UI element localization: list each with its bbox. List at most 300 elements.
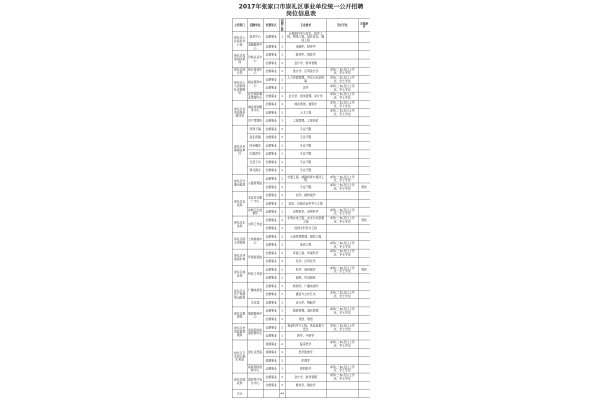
table-row <box>232 43 370 51</box>
type-cell: 全额事业 <box>263 323 279 331</box>
type-cell: 全额事业 <box>263 109 279 117</box>
education-cell <box>326 274 358 282</box>
table-row <box>232 340 370 348</box>
education-cell: 本科(二本)及以上学历，学士学位 <box>326 290 358 298</box>
count-cell: 1 <box>279 332 285 340</box>
education-cell: 本科(二本)及以上学历，学士学位 <box>326 175 358 183</box>
header-count: 招聘人数 <box>280 19 284 32</box>
type-cell: 差额事业 <box>263 348 279 356</box>
major-cell: 工程管理、工程造价 <box>285 117 326 125</box>
unit-cell: 土地储备中心 <box>247 233 263 250</box>
other-cell <box>358 175 370 183</box>
dept-cell: 崇礼区文化广电新闻出版局 <box>232 282 247 307</box>
type-cell: 全额事业 <box>263 233 279 241</box>
other-cell <box>358 92 370 100</box>
type-cell: 全额事业 <box>263 307 279 315</box>
count-cell: 1 <box>279 166 285 174</box>
education-cell <box>326 282 358 290</box>
count-cell: 1 <box>279 257 285 265</box>
major-cell: 旅游管理、酒店管理 <box>285 307 326 315</box>
education-cell <box>326 357 358 365</box>
other-cell <box>358 348 370 356</box>
type-cell: 全额事业 <box>263 150 279 158</box>
table-row <box>232 76 370 84</box>
header-unit: 招聘单位 <box>247 19 263 32</box>
other-cell <box>358 158 370 166</box>
count-cell: 1 <box>279 200 285 208</box>
title-block <box>232 3 370 19</box>
education-cell: 本科(二本)及以上学历，学士学位 <box>326 323 358 331</box>
dept-cell: 崇礼区财政局 <box>232 373 247 390</box>
education-cell: 本科(二本)及以上学历，学士学位 <box>326 76 358 84</box>
total-blank-cell <box>285 390 326 398</box>
count-cell: 1 <box>279 84 285 92</box>
table-row <box>232 100 370 108</box>
major-cell: 给排水科学与工程 <box>285 224 326 232</box>
table-row <box>232 67 370 75</box>
other-cell <box>358 43 370 51</box>
other-cell <box>358 133 370 141</box>
education-cell: 本科(二本)及以上学历，学士学位 <box>326 365 358 373</box>
count-cell: 1 <box>279 233 285 241</box>
major-cell: 动物医学、动物科学 <box>285 208 326 216</box>
dept-cell: 崇礼区农牧局 <box>232 191 247 216</box>
count-cell: 1 <box>279 216 285 224</box>
major-cell: 土地资源管理、测绘工程 <box>285 233 326 241</box>
other-cell <box>358 100 370 108</box>
dept-cell: 崇礼区统计局 <box>233 68 246 75</box>
count-cell: 1 <box>279 191 285 199</box>
major-cell: 护理学 <box>285 357 326 365</box>
dept-cell: 崇礼区卫生和计划生育局 <box>232 340 247 373</box>
count-cell: 1 <box>279 67 285 75</box>
type-cell: 全额事业 <box>263 158 279 166</box>
education-cell <box>326 158 358 166</box>
table-row <box>232 323 370 331</box>
major-cell: 园艺、设施农业科学与工程 <box>285 200 326 208</box>
major-cell: 会计学、财务管理 <box>285 373 326 381</box>
education-cell <box>326 348 358 356</box>
count-cell: 1 <box>279 381 285 389</box>
education-cell <box>326 142 358 150</box>
education-cell: 本科(二本)及以上学历，学士学位 <box>326 100 358 108</box>
major-cell: 林学、森林保护 <box>285 266 326 274</box>
type-cell: 全额事业 <box>263 224 279 232</box>
dept-cell: 崇礼区国土资源局 <box>232 233 247 250</box>
major-cell: 预防医学 <box>285 365 326 373</box>
count-cell: 1 <box>279 299 285 307</box>
type-cell: 全额事业 <box>263 191 279 199</box>
table-row <box>232 51 370 59</box>
unit-cell: 就业服务中心 <box>247 76 263 93</box>
type-cell: 全额事业 <box>263 216 279 224</box>
type-cell: 全额事业 <box>263 166 279 174</box>
total-blank-cell <box>263 390 279 398</box>
unit-cell: 红旗营乡 <box>247 150 263 158</box>
education-cell <box>326 133 358 141</box>
major-cell: 专业不限 <box>285 142 326 150</box>
education-cell <box>326 59 358 67</box>
unit-cell: 食品药品检验检测中心 <box>247 323 263 340</box>
count-cell: 1 <box>279 175 285 183</box>
count-cell: 1 <box>279 142 285 150</box>
type-cell: 全额事业 <box>263 315 279 323</box>
major-cell: 统计学、应用统计学 <box>285 67 326 75</box>
education-cell <box>326 32 358 43</box>
major-cell: 临床医学 <box>285 340 326 348</box>
count-cell: 1 <box>279 43 285 51</box>
major-cell: 经济学、财政学 <box>285 51 326 59</box>
education-cell: 本科(二本)及以上学历，学士学位 <box>326 183 358 191</box>
other-cell <box>358 290 370 298</box>
count-cell: 1 <box>279 357 285 365</box>
count-cell: 1 <box>279 150 285 158</box>
count-cell: 1 <box>279 315 285 323</box>
table-row <box>232 92 370 100</box>
type-cell: 全额事业 <box>263 59 279 67</box>
other-cell <box>358 357 370 365</box>
table-row <box>232 133 370 141</box>
count-cell: 1 <box>279 109 285 117</box>
type-cell: 全额事业 <box>263 299 279 307</box>
major-cell: 音乐学、舞蹈学 <box>285 299 326 307</box>
table-row <box>232 117 370 125</box>
other-cell <box>358 67 370 75</box>
type-cell: 全额事业 <box>263 200 279 208</box>
major-cell: 医学影像学 <box>285 348 326 356</box>
other-cell <box>358 315 370 323</box>
count-cell: 1 <box>279 348 285 356</box>
table-row <box>232 208 370 216</box>
type-cell: 全额事业 <box>263 100 279 108</box>
table-row <box>232 125 370 133</box>
major-cell: 计算机科学与技术、软件工程、网络工程、信息安全、通信工程 <box>285 32 326 43</box>
count-cell: 1 <box>279 133 285 141</box>
count-cell: 1 <box>279 266 285 274</box>
table-row <box>232 166 370 174</box>
major-cell: 地质工程 <box>285 241 326 249</box>
count-cell: 1 <box>279 282 285 290</box>
major-cell: 专业不限 <box>285 158 326 166</box>
type-cell: 全额事业 <box>263 373 279 381</box>
count-cell: 1 <box>279 100 285 108</box>
other-cell <box>358 208 370 216</box>
education-cell: 本科(二本)及以上学历，学士学位 <box>326 67 358 75</box>
education-cell <box>326 150 358 158</box>
unit-cell: 信息中心 <box>247 32 263 43</box>
education-cell: 本科(二本)及以上学历，学士学位 <box>326 109 358 117</box>
type-cell: 全额事业 <box>263 84 279 92</box>
type-cell: 全额事业 <box>263 133 279 141</box>
major-cell: 土木工程 <box>285 109 326 117</box>
other-cell <box>358 307 370 315</box>
count-cell: 1 <box>279 365 285 373</box>
type-cell: 全额事业 <box>263 142 279 150</box>
education-cell <box>326 200 358 208</box>
table-body <box>232 32 370 390</box>
table-row <box>232 32 370 43</box>
document-page <box>232 3 370 398</box>
major-cell: 播音与主持艺术 <box>285 290 326 298</box>
other-cell: 男性 <box>358 183 370 191</box>
other-cell <box>358 323 370 331</box>
type-cell: 全额事业 <box>263 290 279 298</box>
total-blank-cell <box>326 390 358 398</box>
unit-cell: 四台嘴乡 <box>247 142 263 150</box>
major-cell: 新闻学、广播电视学 <box>285 282 326 290</box>
other-cell <box>358 340 370 348</box>
dept-cell: 崇礼区交通运输局 <box>232 175 247 192</box>
header-education: 学历学位 <box>326 19 358 32</box>
header-row <box>232 19 370 32</box>
major-cell: 专业不限 <box>285 166 326 174</box>
count-cell: 1 <box>279 117 285 125</box>
other-cell <box>358 142 370 150</box>
count-cell: 2 <box>279 340 285 348</box>
table-row <box>232 142 370 150</box>
other-cell <box>358 282 370 290</box>
count-cell: 1 <box>279 307 285 315</box>
unit-cell: 广播电视台 <box>247 282 263 299</box>
type-cell: 全额事业 <box>263 76 279 84</box>
education-cell <box>326 51 358 59</box>
count-cell: 1 <box>279 290 285 298</box>
major-cell: 化学、应用化学 <box>285 257 326 265</box>
dept-cell: 崇礼区旅游局 <box>232 307 247 324</box>
major-cell: 英语、俄语 <box>285 315 326 323</box>
education-cell <box>326 233 358 241</box>
type-cell: 全额事业 <box>263 125 279 133</box>
type-cell: 全额事业 <box>263 51 279 59</box>
type-cell: 全额事业 <box>263 117 279 125</box>
other-cell <box>358 365 370 373</box>
other-cell <box>358 373 370 381</box>
major-cell: 专业不限 <box>285 133 326 141</box>
education-cell: 本科(二本)及以上学历，学士学位 <box>326 266 358 274</box>
header-other: 其他条件 <box>358 19 370 32</box>
other-cell <box>358 274 370 282</box>
major-cell: 园林、风景园林 <box>285 274 326 282</box>
type-cell: 全额事业 <box>263 32 279 43</box>
unit-cell: 动物卫生监督所 <box>248 208 263 216</box>
table-row <box>232 175 370 183</box>
type-cell: 全额事业 <box>263 208 279 216</box>
header-type: 经费形式 <box>263 19 279 32</box>
count-cell: 1 <box>279 32 285 43</box>
major-cell: 水利水电工程、水文与水资源工程 <box>285 216 326 224</box>
other-cell <box>358 241 370 249</box>
table-row <box>232 158 370 166</box>
total-count: 44 <box>279 390 285 398</box>
major-cell: 环境工程、环境科学 <box>285 249 326 257</box>
count-cell: 1 <box>279 208 285 216</box>
education-cell <box>326 125 358 133</box>
major-cell: 专业不限 <box>285 183 326 191</box>
count-cell: 1 <box>279 224 285 232</box>
other-cell <box>358 109 370 117</box>
education-cell <box>326 381 358 389</box>
type-cell: 全额事业 <box>263 266 279 274</box>
major-cell: 农学、植物保护 <box>285 191 326 199</box>
type-cell: 差额事业 <box>263 340 279 348</box>
education-cell: 本科(二本)及以上学历，学士学位 <box>326 216 358 224</box>
type-cell: 全额事业 <box>263 67 279 75</box>
unit-cell: 城乡规划服务中心 <box>247 100 263 117</box>
major-cell: 人力资源管理、劳动与社会保障 <box>285 76 326 84</box>
education-cell: 本科(二本)及以上学历，学士学位 <box>326 249 358 257</box>
major-cell: 法学 <box>285 84 326 92</box>
type-cell: 差额事业 <box>263 357 279 365</box>
document-subtitle: 岗位信息表 <box>286 10 316 18</box>
unit-cell: 高家营镇 <box>247 133 263 141</box>
table-row <box>232 373 370 381</box>
table-row <box>232 150 370 158</box>
other-cell <box>358 125 370 133</box>
unit-cell: 农业技术推广中心 <box>247 191 263 208</box>
other-cell <box>358 76 370 84</box>
header-dept: 主管部门 <box>232 19 247 32</box>
total-row <box>232 390 370 398</box>
other-cell <box>358 32 370 43</box>
education-cell: 本科(二本)及以上学历，学士学位 <box>326 373 358 381</box>
unit-cell: 国库集中支付中心 <box>247 373 263 390</box>
table-row <box>232 216 370 224</box>
unit-cell: 公路管理站 <box>247 175 263 192</box>
unit-cell: 崇礼区医院 <box>247 340 263 365</box>
count-cell: 1 <box>279 92 285 100</box>
major-cell: 食品科学与工程、食品质量与安全 <box>285 323 326 331</box>
count-cell: 1 <box>279 51 285 59</box>
other-cell <box>358 200 370 208</box>
total-blank-cell <box>358 390 370 398</box>
dept-cell: 崇礼区水务局 <box>232 216 247 233</box>
unit-cell: 统计普查中心 <box>248 68 263 75</box>
type-cell: 全额事业 <box>263 241 279 249</box>
type-cell: 全额事业 <box>263 175 279 183</box>
type-cell: 全额事业 <box>263 282 279 290</box>
education-cell: 本科(二本)及以上学历，学士学位 <box>326 92 358 100</box>
unit-cell: 旅游服务中心 <box>247 307 263 324</box>
other-cell <box>358 249 370 257</box>
unit-cell: 疾病预防控制中心 <box>248 365 263 373</box>
unit-cell: 西湾子镇 <box>247 125 263 133</box>
education-cell <box>326 43 358 51</box>
unit-cell: 石窑子乡 <box>247 158 263 166</box>
other-cell <box>358 51 370 59</box>
total-blank-cell <box>247 390 263 398</box>
education-cell: 本科(二本)及以上学历，学士学位 <box>326 84 358 92</box>
table-row <box>232 249 370 257</box>
other-cell <box>358 59 370 67</box>
other-cell <box>358 381 370 389</box>
major-cell: 金融学、经济学 <box>285 43 326 51</box>
major-cell: 药学、中药学 <box>285 332 326 340</box>
unit-cell: 价格认证中心 <box>247 51 263 68</box>
education-cell <box>326 224 358 232</box>
table-row <box>232 299 370 307</box>
table-row <box>232 307 370 315</box>
type-cell: 全额事业 <box>263 332 279 340</box>
education-cell <box>326 299 358 307</box>
unit-cell: 林业工作站 <box>247 266 263 283</box>
education-cell <box>326 332 358 340</box>
unit-cell: 环境监测站 <box>247 249 263 266</box>
other-cell <box>358 84 370 92</box>
count-cell: 1 <box>279 373 285 381</box>
table-row <box>232 191 370 199</box>
type-cell: 全额事业 <box>263 381 279 389</box>
table-row <box>232 233 370 241</box>
total-label: 合计 <box>232 390 247 398</box>
count-cell: 1 <box>279 125 285 133</box>
unit-cell: 驿马图乡 <box>247 166 263 174</box>
other-cell <box>358 117 370 125</box>
major-cell: 城乡规划、建筑学 <box>285 100 326 108</box>
count-cell: 1 <box>279 249 285 257</box>
other-cell: 男性 <box>358 216 370 224</box>
unit-cell: 水利工作站 <box>247 216 263 233</box>
dept-cell: 崇礼区发展和改革局 <box>232 51 247 68</box>
dept-cell: 崇礼区林业局 <box>232 266 247 283</box>
unit-cell: 文化馆 <box>247 299 263 307</box>
unit-cell: 房产管理所 <box>247 117 263 125</box>
dept-cell: 崇礼区人力资源和社会保障局 <box>232 76 247 101</box>
count-cell: 1 <box>279 76 285 84</box>
unit-cell: 金融服务中心 <box>248 43 263 50</box>
count-cell: 1 <box>279 183 285 191</box>
other-cell <box>358 166 370 174</box>
major-cell: 专业不限 <box>285 125 326 133</box>
major-cell: 财政学、税收学 <box>285 381 326 389</box>
dept-cell: 崇礼区人民政府办公室 <box>232 32 247 51</box>
type-cell: 全额事业 <box>263 257 279 265</box>
table-row <box>232 282 370 290</box>
positions-table <box>232 19 370 398</box>
education-cell <box>326 117 358 125</box>
table-row <box>232 365 370 373</box>
major-cell: 会计学、财务管理 <box>285 59 326 67</box>
dept-cell: 崇礼区环境保护局 <box>232 249 247 266</box>
document-image <box>232 3 370 398</box>
other-cell: 男性 <box>358 266 370 274</box>
major-cell: 交通工程、道路桥梁与渡河工程 <box>285 175 326 183</box>
dept-cell: 崇礼区住房和城乡建设局 <box>232 100 247 125</box>
other-cell <box>358 233 370 241</box>
type-cell: 全额事业 <box>263 183 279 191</box>
type-cell: 全额事业 <box>263 274 279 282</box>
table-row <box>232 266 370 274</box>
count-cell: 1 <box>279 323 285 331</box>
education-cell <box>326 257 358 265</box>
count-cell: 1 <box>279 158 285 166</box>
unit-cell: 社会保险事业管理中心 <box>248 92 263 100</box>
education-cell: 本科(二本)及以上学历，学士学位 <box>326 340 358 348</box>
document-title: 2017年张家口市崇礼区事业单位统一公开招聘 <box>238 3 364 11</box>
other-cell <box>358 299 370 307</box>
type-cell: 全额事业 <box>263 249 279 257</box>
other-cell <box>358 224 370 232</box>
type-cell: 全额事业 <box>263 92 279 100</box>
education-cell <box>326 191 358 199</box>
dept-cell: 崇礼区乡镇事业单位 <box>232 125 247 175</box>
type-cell: 全额事业 <box>263 43 279 51</box>
education-cell: 本科(二本)及以上学历，学士学位 <box>326 307 358 315</box>
count-cell: 1 <box>279 59 285 67</box>
other-cell <box>358 257 370 265</box>
education-cell: 本科(二本)及以上学历，学士学位 <box>326 241 358 249</box>
major-cell: 会计学、财务管理、审计学 <box>285 92 326 100</box>
education-cell <box>326 166 358 174</box>
